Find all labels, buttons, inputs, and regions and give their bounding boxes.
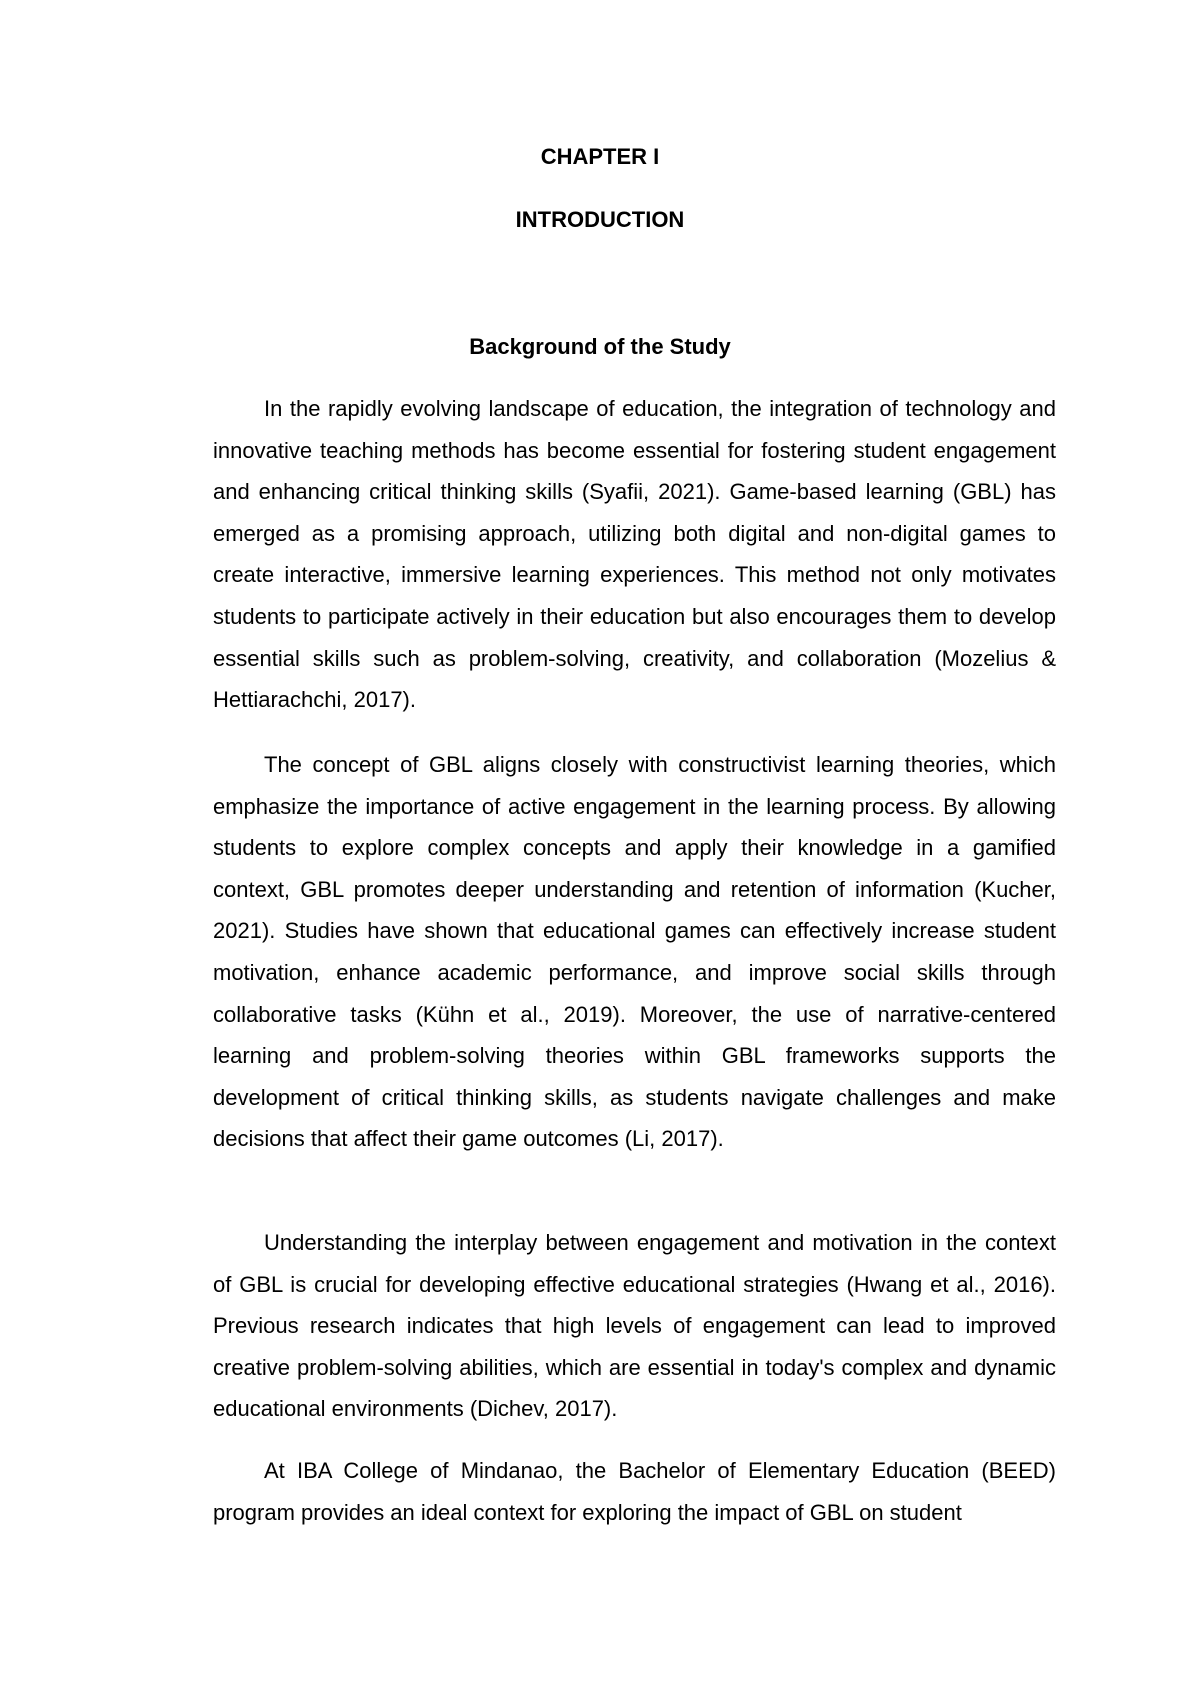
chapter-title: INTRODUCTION (515, 207, 685, 232)
paragraph-2: The concept of GBL aligns closely with constructivist learning theories, which emphasize the importance of active engagement in the learning process. By allowing students to explore complex concepts and apply their knowledge in a gamified context, GBL promotes deeper understanding and retention of information (Kucher, 2021). Studies have shown that educational games can effectively increase student motivation, enhance academic performance, and improve social skills through collaborative tasks (Kühn et al., 2019). Moreover, the use of narrative-centered learning and problem-solving theories within GBL frameworks supports the development of critical thinking skills, as students navigate challenges and make decisions that affect their game outcomes (Li, 2017). (213, 752, 1056, 1152)
chapter-label: CHAPTER I (540, 144, 660, 169)
section-heading: Background of the Study (469, 334, 731, 359)
paragraph-3: Understanding the interplay between engagement and motivation in the context of GBL is crucial for developing effective educational strategies (Hwang et al., 2016). Previous research indicates that high levels of engagement can lead to improved creative problem-solving abilities, which are essential in today's complex and dynamic educational environments (Dichev, 2017). (213, 1230, 1056, 1422)
paragraph-4: At IBA College of Mindanao, the Bachelor of Elementary Education (BEED) program provides an ideal context for exploring the impact of GBL on student (213, 1458, 1056, 1525)
paragraph-1: In the rapidly evolving landscape of education, the integration of technology and innovative teaching methods has become essential for fostering student engagement and enhancing critical thinking skills (Syafii, 2021). Game-based learning (GBL) has emerged as a promising approach, utilizing both digital and non-digital games to create interactive, immersive learning experiences. This method not only motivates students to participate actively in their education but also encourages them to develop essential skills such as problem-solving, creativity, and collaboration (Mozelius & Hettiarachchi, 2017). (213, 396, 1056, 713)
